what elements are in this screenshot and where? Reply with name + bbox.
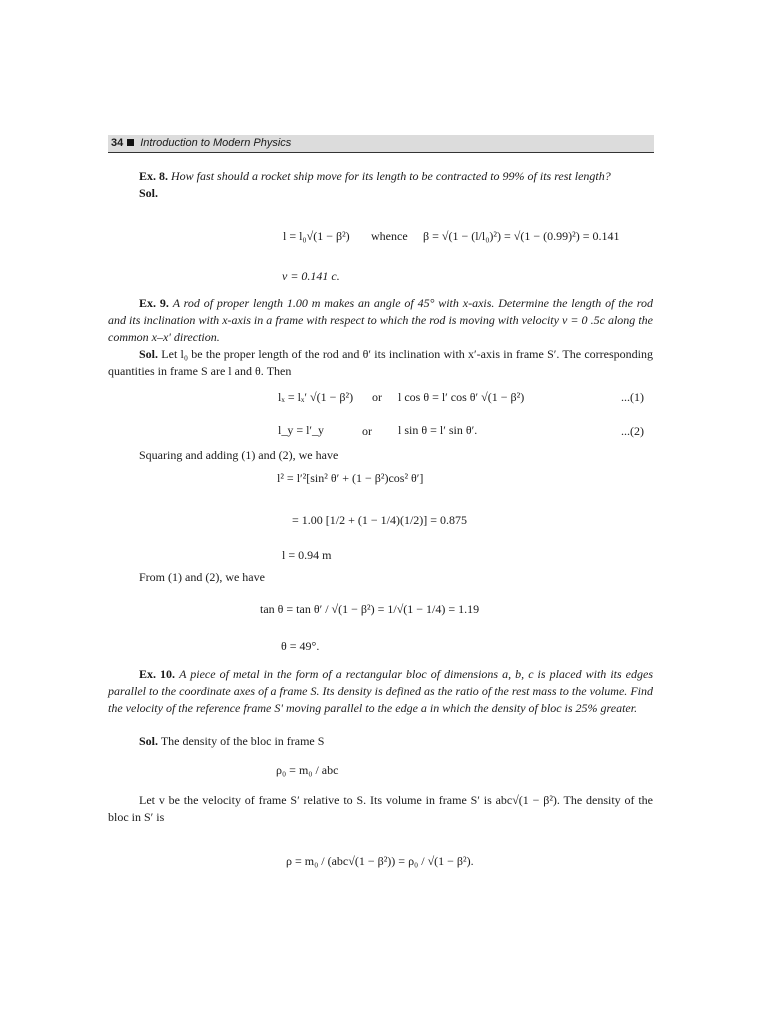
ex10-sol-text: The density of the bloc in frame S [160, 734, 325, 748]
tan-equation: tan θ = tan θ′ / √(1 − β²) = 1/√(1 − 1/4) = 1.19 [260, 602, 480, 616]
eq2-right: l sin θ = l′ sin θ′. [398, 423, 478, 437]
eq2-or: or [362, 424, 372, 438]
ex8-length-equation: l = l₀√(1 − β²) [283, 229, 350, 243]
ex8-question: How fast should a rocket ship move for its length to be contracted to 99% of its rest length? [171, 169, 611, 183]
rho0-equation: ρ₀ = m₀ / abc [276, 763, 339, 777]
ex9-sol-label: Sol. [139, 347, 159, 361]
eq1-right: l cos θ = l′ cos θ′ √(1 − β²) [398, 390, 525, 404]
ex8-question-paragraph [108, 168, 653, 185]
eq1-or: or [372, 390, 382, 404]
running-header [108, 135, 654, 153]
eq1-left: lₓ = lₓ′ √(1 − β²) [278, 390, 354, 404]
squaring-text: Squaring and adding (1) and (2), we have [139, 448, 339, 462]
square-bullet-icon [127, 139, 134, 146]
eq1-tag: ...(1) [621, 390, 644, 404]
ex10-question: A piece of metal in the form of a rectangular bloc of dimensions a, b, c is placed with its edges parallel to the coordinate axes of a frame S. Its density is defined as the ratio of the rest mass to the volume. Find the velocity of the reference frame S' moving parallel to the edge a in which the density of bloc is 25% greater. [108, 667, 654, 715]
ex10-question-paragraph [108, 666, 653, 717]
ex9-question-paragraph [108, 295, 653, 346]
ex10-sol-label: Sol. [139, 734, 159, 748]
ex10-solution-line [139, 733, 639, 750]
ex8-beta-equation: β = √(1 − (l/l₀)²) = √(1 − (0.99)²) = 0.141 [423, 229, 620, 243]
from-text: From (1) and (2), we have [139, 570, 265, 584]
ex9-solution-paragraph [108, 346, 653, 380]
page-number: 34 [111, 137, 124, 149]
l-squared-numeric: = 1.00 [1/2 + (1 − 1/4)(1/2)] = 0.875 [292, 513, 468, 527]
ex9-label: Ex. 9. [139, 296, 169, 310]
running-title: Introduction to Modern Physics [140, 137, 292, 149]
l-squared-equation: l² = l′²[sin² θ′ + (1 − β²)cos² θ′] [277, 471, 424, 485]
ex10-label: Ex. 10. [139, 667, 176, 681]
ex8-sol-label: Sol. [139, 186, 159, 200]
ex10-velocity-paragraph: Let v be the velocity of frame S′ relative to S. Its volume in frame S′ is abc√(1 − β²). The density of the bloc in S′ is [108, 793, 653, 824]
ex8-result: v = 0.141 c. [282, 269, 340, 283]
ex9-question: A rod of proper length 1.00 m makes an angle of 45° with x-axis. Determine the length of the rod and its inclination with x-axis in a frame with respect to which the rod is moving with velocity v = 0 .5c along the common x–x' direction. [108, 296, 654, 344]
l-result: l = 0.94 m [282, 548, 332, 562]
ex9-sol-text: Let l₀ be the proper length of the rod and θ′ its inclination with x′-axis in frame S′. The corresponding quantities in frame S are l and θ. Then [108, 347, 653, 378]
eq2-left: l_y = l′_y [278, 423, 325, 437]
ex8-whence: whence [371, 229, 408, 243]
rho-equation: ρ = m₀ / (abc√(1 − β²)) = ρ₀ / √(1 − β²). [286, 854, 474, 868]
ex8-label: Ex. 8. [139, 169, 169, 183]
theta-result: θ = 49°. [281, 639, 320, 653]
eq2-tag: ...(2) [621, 424, 644, 438]
